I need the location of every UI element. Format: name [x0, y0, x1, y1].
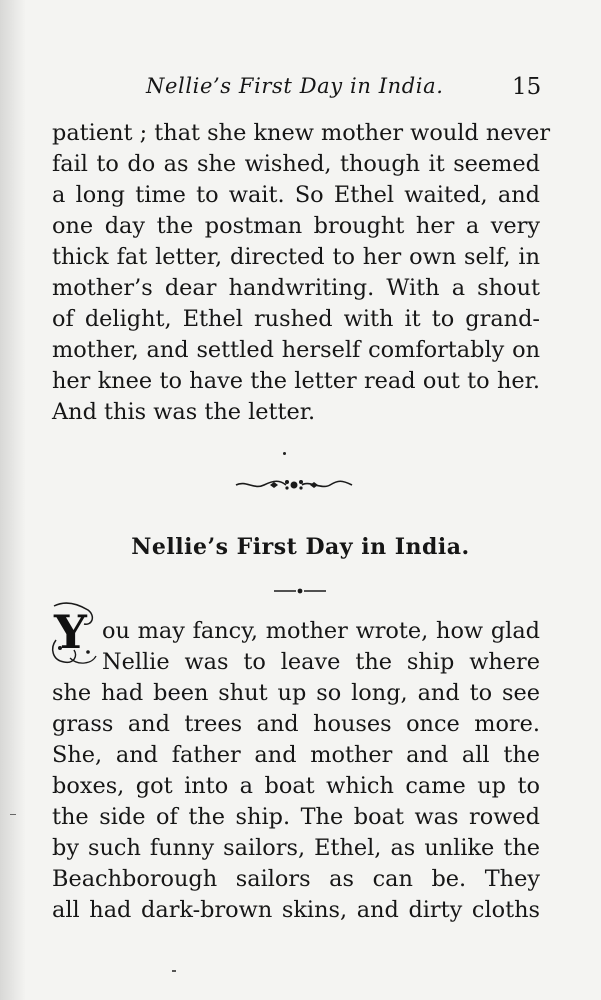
text-line: of delight, Ethel rushed with it to grand-	[52, 306, 540, 332]
text-line: grass and trees and houses once more.	[52, 711, 540, 737]
stray-dot	[283, 452, 286, 455]
page-number: 15	[512, 74, 542, 100]
text-line: boxes, got into a boat which came up to	[52, 773, 540, 799]
text-line: a long time to wait. So Ethel waited, and	[52, 182, 540, 208]
text-line: And this was the letter.	[52, 399, 316, 425]
text-line: Nellie was to leave the ship where	[102, 649, 540, 675]
text-line: ou may fancy, mother wrote, how glad	[102, 618, 540, 644]
text-line: her knee to have the letter read out to her.	[52, 368, 540, 394]
drop-cap-letter: Y	[54, 605, 87, 659]
text-line: all had dark-brown skins, and dirty cloths	[52, 897, 540, 923]
text-line: patient ; that she knew mother would never	[52, 120, 551, 146]
text-line: mother, and settled herself comfortably on	[52, 337, 540, 363]
text-line: the side of the ship. The boat was rowed	[52, 804, 540, 830]
text-line: fail to do as she wished, though it seemed	[52, 151, 540, 177]
page-edge-shadow	[0, 0, 26, 1000]
stray-mark	[172, 970, 176, 972]
text-line: one day the postman brought her a very	[52, 213, 540, 239]
text-line: she had been shut up so long, and to see	[52, 680, 540, 706]
text-line: She, and father and mother and all the	[52, 742, 540, 768]
title-rule-ornament	[272, 586, 328, 596]
drop-cap	[48, 600, 100, 668]
text-line: by such funny sailors, Ethel, as unlike the	[52, 835, 540, 861]
section-title: Nellie’s First Day in India.	[131, 534, 470, 560]
margin-mark	[10, 814, 16, 815]
flourish-ornament	[234, 474, 354, 496]
text-line: thick fat letter, directed to her own self, in	[52, 244, 540, 270]
text-line: mother’s dear handwriting. With a shout	[52, 275, 540, 301]
text-line: Beachborough sailors as can be. They	[52, 866, 540, 892]
running-head: Nellie’s First Day in India.	[146, 74, 444, 98]
